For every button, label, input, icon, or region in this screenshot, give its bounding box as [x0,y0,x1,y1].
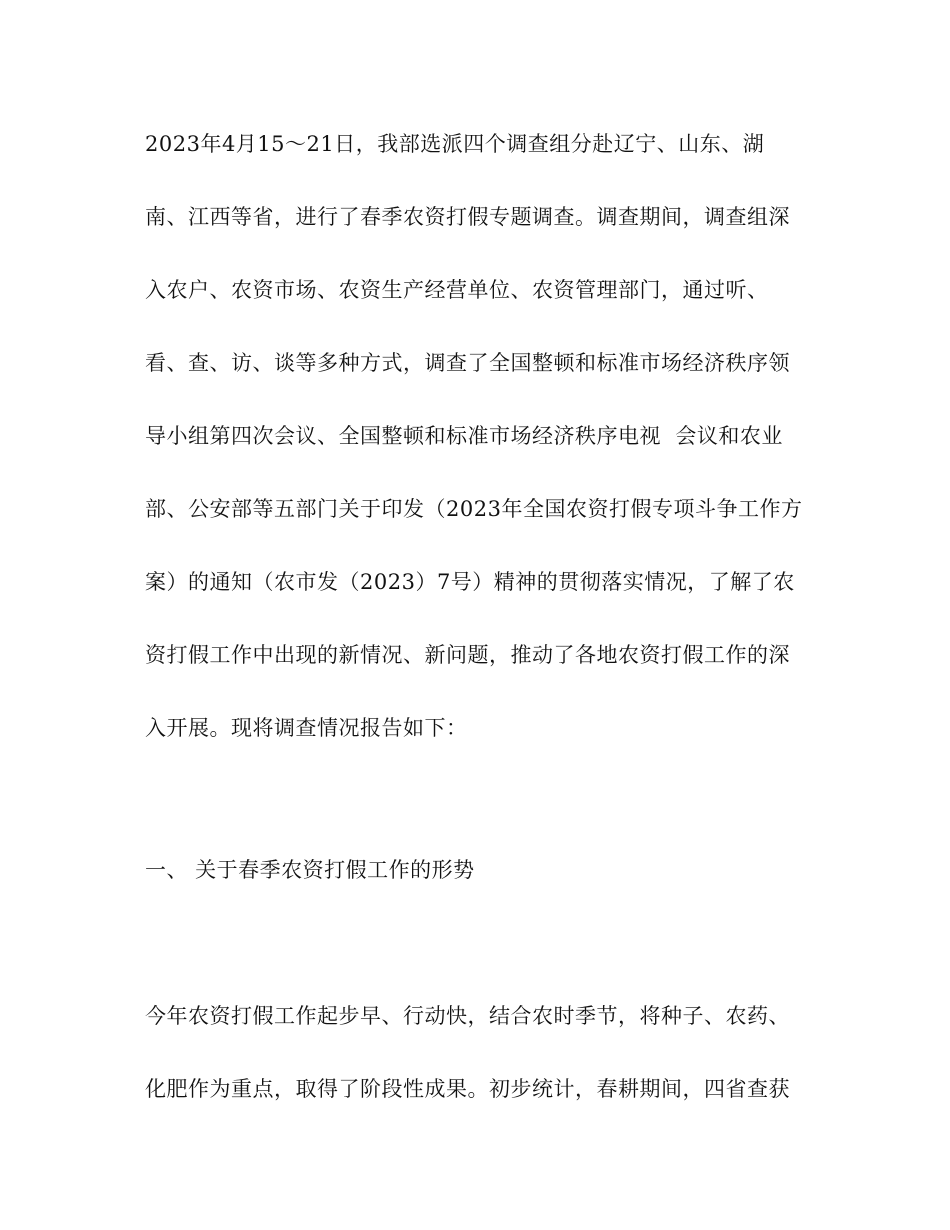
paragraph-line: 化肥作为重点，取得了阶段性成果。初步统计，春耕期间，四省查获 [145,1077,790,1101]
paragraph-line: 案）的通知（农市发（2023）7号）精神的贯彻落实情况，了解了农 [145,570,795,594]
paragraph-line: 2023年4月15～21日，我部选派四个调查组分赴辽宁、山东、湖 [145,132,765,156]
paragraph-line: 入农户、农资市场、农资生产经营单位、农资管理部门，通过听、 [145,278,769,302]
paragraph-line: 南、江西等省，进行了春季农资打假专题调查。调查期间，调查组深 [145,205,790,229]
section-heading: 一、 关于春季农资打假工作的形势 [145,858,475,882]
paragraph-line: 资打假工作中出现的新情况、新问题，推动了各地农资打假工作的深 [145,643,790,667]
paragraph-line: 入开展。现将调查情况报告如下： [145,716,468,740]
paragraph-line: 今年农资打假工作起步早、行动快，结合农时季节，将种子、农药、 [145,1004,790,1028]
paragraph-line: 看、查、访、谈等多种方式，调查了全国整顿和标准市场经济秩序领 [145,351,790,375]
paragraph-line: 部、公安部等五部门关于印发（2023年全国农资打假专项斗争工作方 [145,497,803,521]
paragraph-line: 导小组第四次会议、全国整顿和标准市场经济秩序电视 会议和农业 [145,424,783,448]
